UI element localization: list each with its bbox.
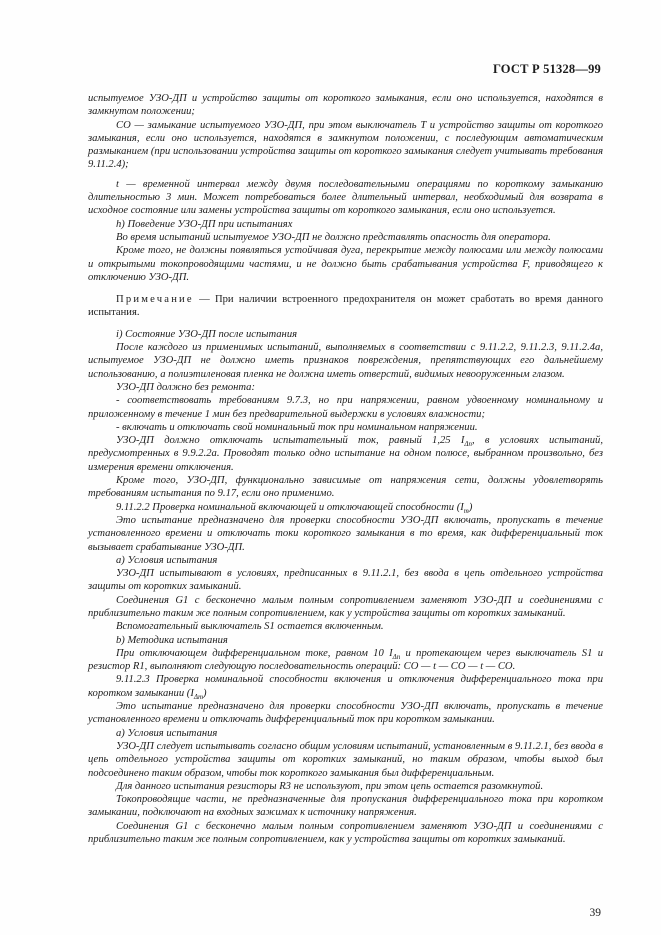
subsection-heading: i) Состояние УЗО-ДП после испытания [116, 328, 298, 340]
paragraph [88, 434, 603, 474]
paragraph: УЗО-ДП следует испытывать согласно общим условиям испытаний, установленным в 9.11.2.1, без ввода в цепь отдельного устройства защиты от коротких замыканий, но таким образом, чтобы выход был подсоединено таким образом, чтобы ток короткого замыкания был дифференциальным. [88, 740, 603, 779]
subsection-heading: b) Методика испытания [116, 634, 228, 646]
document-code-header: ГОСТ Р 51328—99 [492, 62, 601, 76]
text-run: УЗО-ДП должно отключать испытательный ток, равный 1,25 I [116, 435, 465, 447]
paragraph: После каждого из применимых испытаний, выполняемых в соответствии с 9.11.2.2, 9.11.2.3, 9.11.2.4а, испытуемое УЗО-ДП не должно иметь признаков повреждения, препятствующих его дальнейшему использованию, а полиэтиленовая пленка не должна иметь отверстий, видимых невооруженным глазом. [88, 342, 603, 380]
subsection-heading: a) Условия испытания [116, 554, 218, 566]
paragraph: Токопроводящие части, не предназначенные для пропускания дифференциального тока при коротком замыкании, подключают на входных зажимах к источнику напряжения. [88, 794, 603, 819]
text-run: 9.11.2.3 Проверка номинальной способности включения и отключения дифференциального тока при коротком замыкании (I [88, 674, 603, 699]
page-number: 39 [589, 907, 601, 919]
paragraph: Вспомогательный выключатель S1 остается включенным. [116, 621, 384, 633]
paragraph: Кроме того, УЗО-ДП, функционально зависимые от напряжения сети, должны удовлетворять требованиям испытания по 9.17, если оно применимо. [88, 475, 603, 500]
text-run: ) [468, 501, 473, 513]
paragraph: Для данного испытания резисторы R3 не используют, при этом цепь остается разомкнутой. [116, 780, 544, 792]
subsection-heading: h) Поведение УЗО-ДП при испытаниях [116, 218, 293, 230]
paragraph: Это испытание предназначено для проверки способности УЗО-ДП включать, пропускать в течение установленного времени и отключать токи короткого замыкания в то время, как дифференциальный ток вызывает срабатывание УЗО-ДП. [88, 514, 603, 553]
subscript: Δn [464, 440, 472, 449]
paragraph: Соединения G1 с бесконечно малым полным сопротивлением заменяют УЗО-ДП и соединениями с приблизительно таким же полным сопротивлением, как у устройства защиты от коротких замыканий. [88, 594, 603, 619]
subsection-heading: a) Условия испытания [116, 727, 218, 739]
paragraph: Соединения G1 с бесконечно малым полным сопротивлением заменяют УЗО-ДП и соединениями с приблизительно таким же полным сопротивлением, как у устройства защиты от коротких замыканий. [88, 820, 603, 846]
paragraph: испытуемое УЗО-ДП и устройство защиты от короткого замыкания, если оно используется, находятся в замкнутом положении; [88, 93, 603, 118]
note-label: Примечание [116, 294, 194, 306]
paragraph: Во время испытаний испытуемое УЗО-ДП не должно представлять опасность для оператора. [116, 231, 551, 243]
list-item: - включать и отключать свой номинальный ток при номинальном напряжении. [116, 421, 478, 433]
paragraph: t — временной интервал между двумя последовательными операциями по короткому замыканию длительностью 3 мин. Может потребоваться более длительный интервал, необходимый для возврата в исходное состояние или замены устройства защиты от короткого замыкания, если оно используется. [88, 178, 603, 217]
subscript: m [463, 506, 469, 515]
text-run: ) [203, 687, 207, 699]
paragraph [88, 647, 603, 674]
section-heading [88, 673, 603, 700]
paragraph: УЗО-ДП испытывают в условиях, предписанных в 9.11.2.1, без ввода в цепь отдельного устройства защиты от коротких замыканий. [88, 568, 603, 593]
paragraph: Это испытание предназначено для проверки способности УЗО-ДП включать, пропускать в течение установленного времени и отключать дифференциальный ток при коротком замыкании. [88, 701, 603, 726]
note-text: — При наличии встроенного предохранителя он может сработать во время данного испытания. [88, 294, 603, 319]
paragraph: Кроме того, не должны появляться устойчивая дуга, перекрытие между полюсами или между полюсами и открытыми токопроводящими частями, и не должно быть срабатывания устройства F, приводящего к отключению УЗО-ДП. [88, 245, 603, 283]
note [88, 293, 603, 320]
text-run: При отключающем дифференциальном токе, равном 10 I [116, 647, 393, 659]
list-item: - соответствовать требованиям 9.7.3, но при напряжении, равном удвоенному номинальному и приложенному в течение 1 мин без предварительной выдержки в условиях влажности; [88, 395, 603, 420]
text-run: 9.11.2.2 Проверка номинальной включающей и отключающей способности (I [116, 501, 464, 513]
text-run: и протекающем через выключатель S1 и резистор R1, выполняют следующую последовательность операций: CO — t — CO — t — CO. [88, 647, 603, 673]
section-heading [88, 501, 603, 514]
subscript: Δn [392, 652, 401, 661]
paragraph: УЗО-ДП должно без ремонта: [116, 381, 255, 393]
text-run: , в условиях испытаний, предусмотренных в 9.9.2.2а. Проводят только одно испытание на одном полюсе, выбранном произвольно, без измерения времени отключения. [88, 435, 603, 473]
subscript: Δm [193, 692, 204, 701]
paragraph: CO — замыкание испытуемого УЗО-ДП, при этом выключатель T и устройство защиты от короткого замыкания, если оно используется, находятся в замкнутом положении, с последующим автоматическим размыканием (при использовании устройства защиты от короткого замыкания следует учитывать требования 9.11.2.4); [88, 119, 603, 171]
